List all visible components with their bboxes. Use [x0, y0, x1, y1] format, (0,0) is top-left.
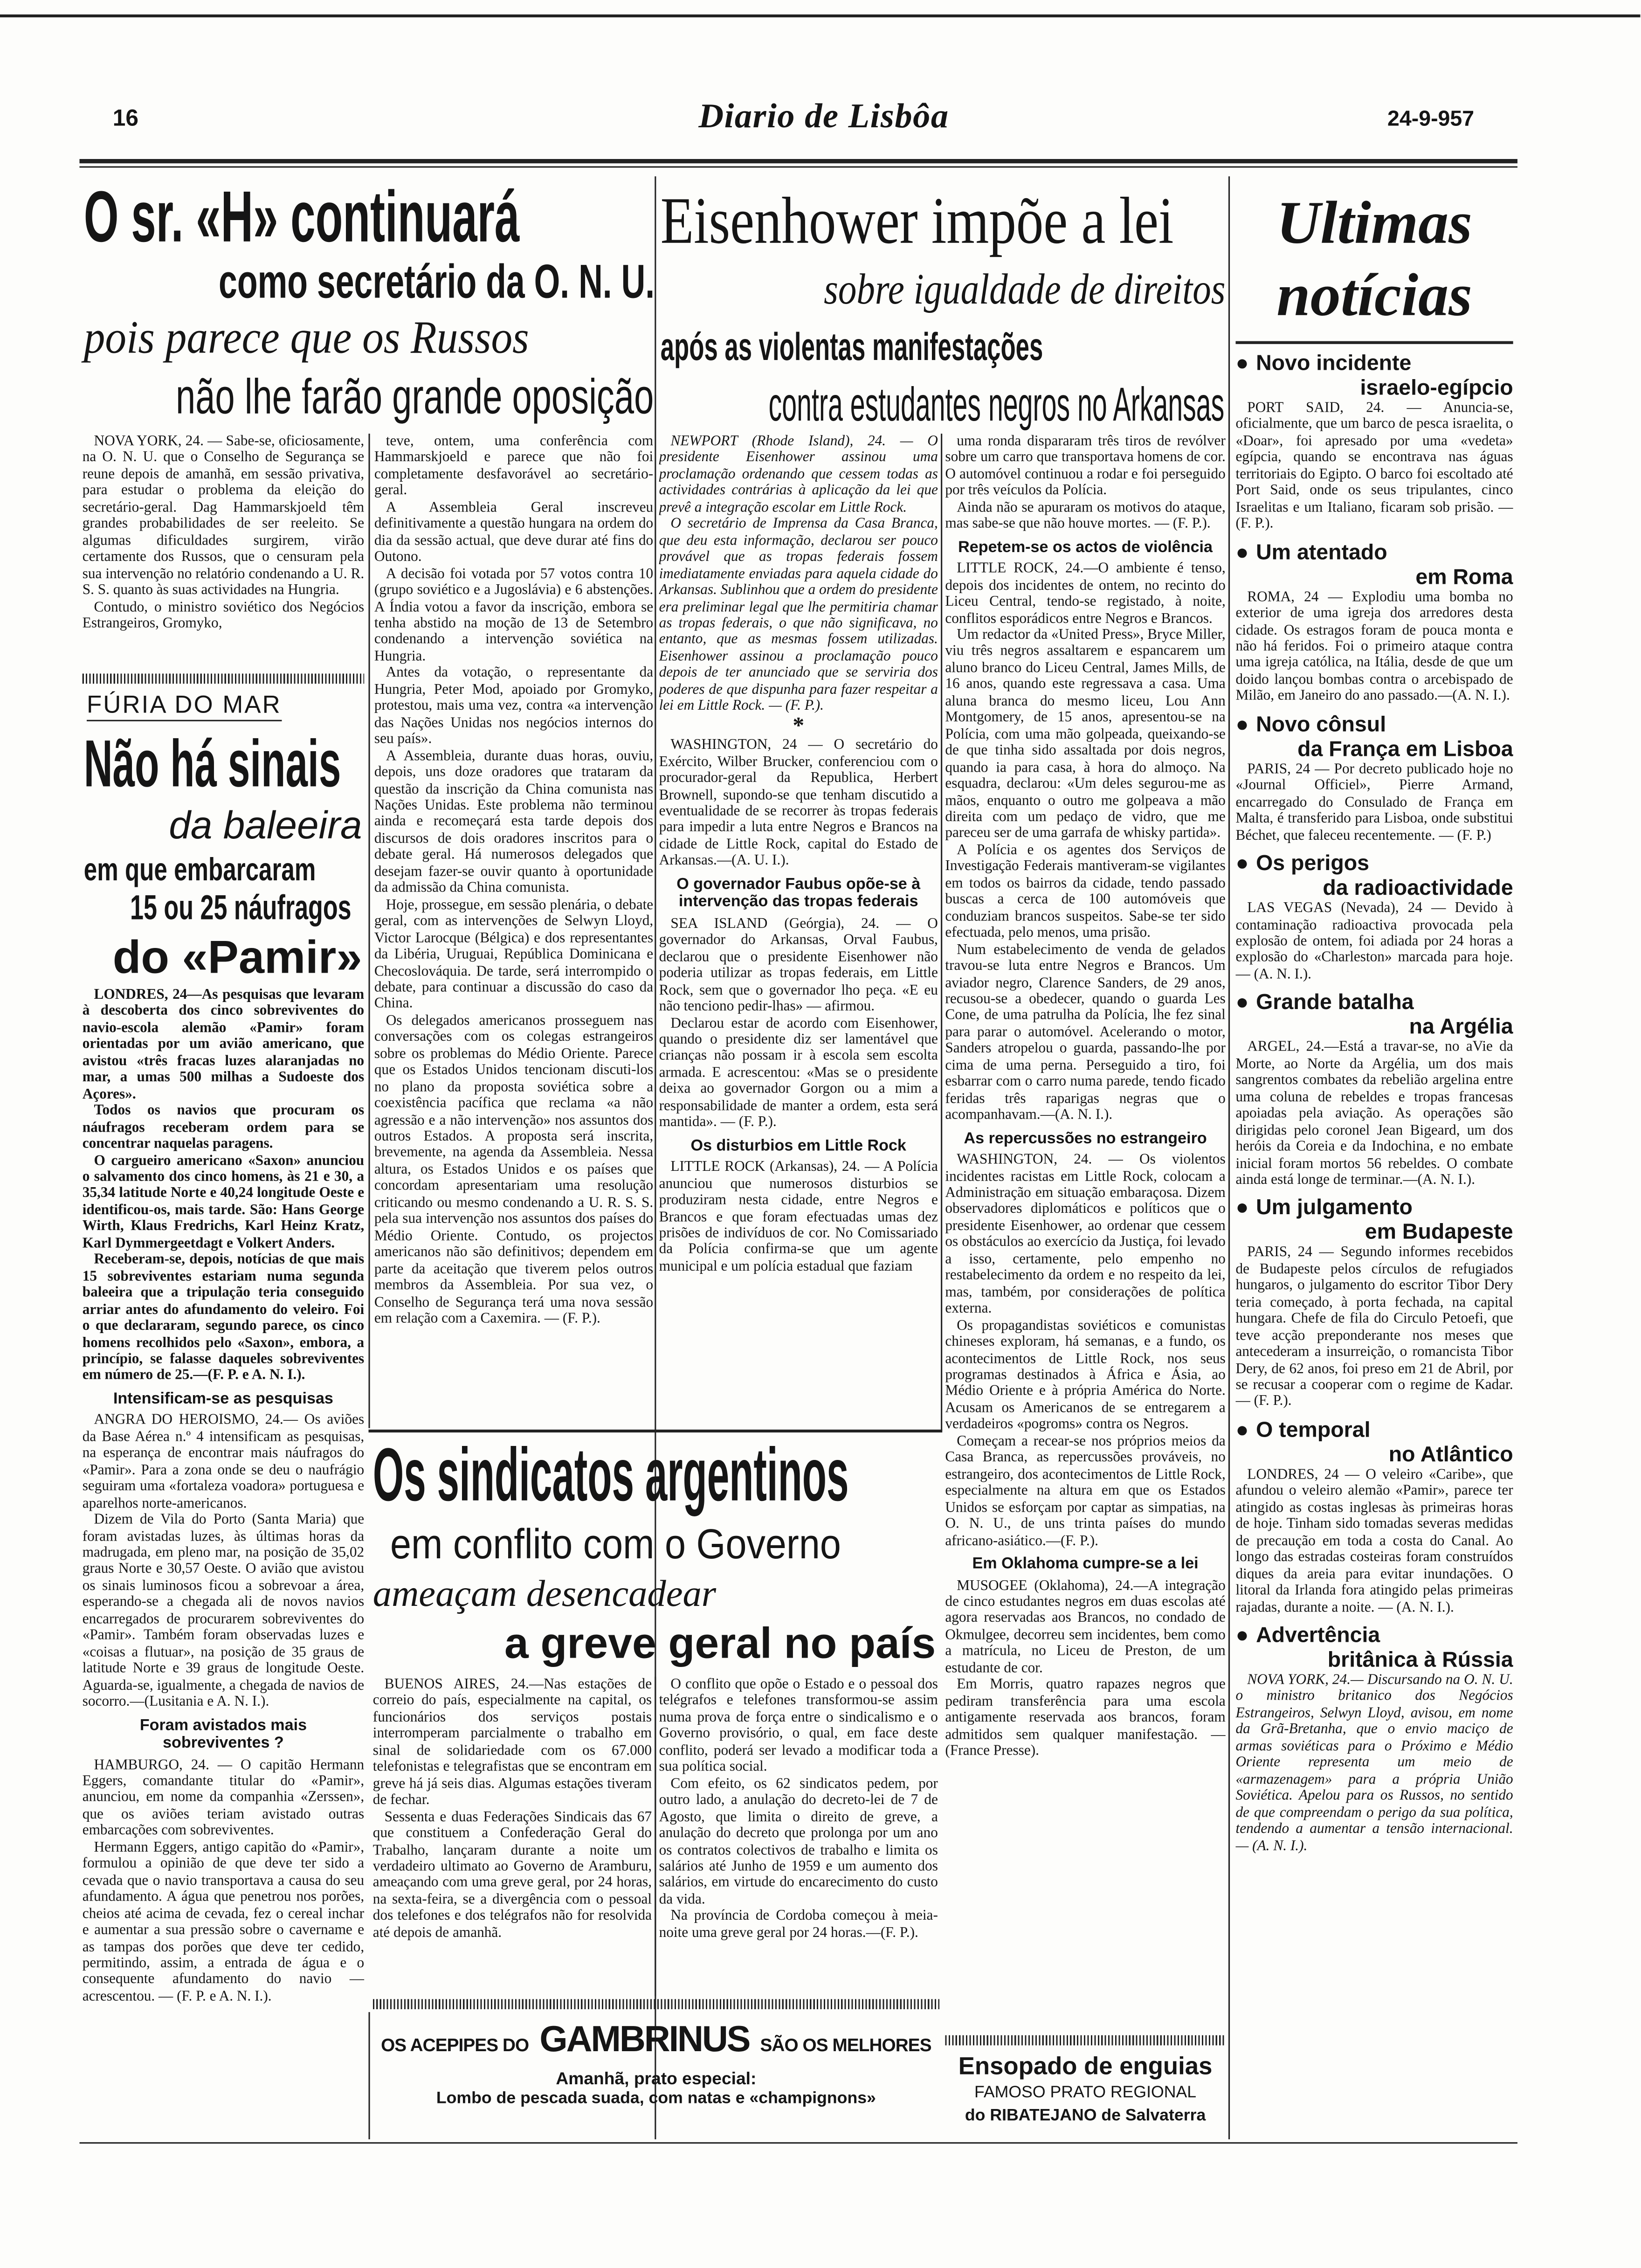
news-item — [1236, 1418, 1513, 1616]
news-item — [1236, 991, 1513, 1189]
paragraph: Com efeito, os 62 sindicatos pedem, por outro lado, a anulação do decreto-lei de 7 de Agosto, que limita o direito de greve, a anulação do decreto que prolonga por um ano os contratos colectivos de trabalho e limita os salários até Junho de 1959 e um aumento dos salários, em virtude do encarecimento do custo da vida. — [659, 1776, 938, 1908]
news-headline-line: em Roma — [1415, 564, 1513, 589]
subheading: Os disturbios em Little Rock — [690, 1137, 906, 1155]
section-title-line: Ultimas — [1276, 191, 1472, 257]
news-headline-line: Um atentado — [1256, 540, 1387, 565]
bullet-icon: ● — [1235, 351, 1249, 376]
news-headline — [1236, 991, 1513, 1016]
paragraph: PORT SAID, 24. — Anuncia-se, oficialmente, que um barco de pesca israelita, o «Doar», foi apresado por uma «vedeta» egípcia, quando se encontrava nas águas territoriais do Egipto. O barco foi escoltado até Port Said, onde os seus tripulantes, cinco Israelitas e um Italiano, ficaram sob prisão. — (F. P.). — [1235, 400, 1513, 532]
section-rule — [1236, 341, 1513, 344]
ad-text: FAMOSO PRATO REGIONAL — [974, 2084, 1197, 2102]
bullet-icon: ● — [1235, 540, 1249, 565]
news-headline-line: Novo incidente — [1256, 351, 1412, 376]
news-headline-line: da França em Lisboa — [1297, 737, 1513, 762]
paragraph: NOVA YORK, 24.— Discursando na O. N. U. o ministro britanico dos Negócios Estrangeiros, Selwyn Lloyd, avisou, em nome da Grã-Bretanha, que o envio maciço de armas soviéticas para o Próximo e Médio Oriente representa um meio de «armazenagem» para a própria União Soviética. Apelou para os Russos, no sentido de que compreendam o perigo da sua política, tendendo a aumentar a tensão internacional. — (A. N. I.). — [1235, 1672, 1513, 1854]
article-column — [659, 434, 938, 1425]
headline-line: em que embarcaram — [83, 851, 316, 888]
news-headline — [1236, 1015, 1513, 1040]
paragraph: Ainda não se apuraram os motivos do ataque, mas sabe-se que não houve mortes. — (F. P.). — [945, 500, 1226, 532]
news-item — [1236, 1623, 1513, 1854]
bullet-icon: ● — [1235, 1196, 1249, 1221]
headline-line: não lhe farão grande oposição — [176, 370, 654, 425]
paragraph: MUSOGEE (Oklahoma), 24.—A integração de cinco estudantes negros em duas escolas até agora reservadas aos Brancos, no condado de Okmulgee, decorreu sem incidentes, bem como a matrícula, no Liceu de Preston, de um estudante de cor. — [945, 1577, 1226, 1677]
headline-line: em conflito com o Governo — [390, 1522, 841, 1569]
ad-text: Amanhã, prato especial: — [556, 2068, 757, 2089]
ad-text: OS ACEPIPES DO — [381, 2035, 529, 2056]
news-headline — [1236, 1196, 1513, 1221]
news-headline — [1236, 737, 1513, 761]
bottom-rule — [80, 2142, 1518, 2144]
headline-line: como secretário da O. N. U. — [218, 254, 654, 308]
paragraph: BUENOS AIRES, 24.—Nas estações de correio do país, especialmente na capital, os funcionários dos serviços postais interromperam parcialmente o trabalho em sinal de solidariedade com os 67.000 telefonistas e telegrafistas que se encontram em greve há já seis dias. Algumas estações tiveram de fechar. — [372, 1677, 652, 1809]
separator — [945, 2035, 1225, 2046]
paragraph: WASHINGTON, 24. — Os violentos incidentes racistas em Little Rock, colocam a Administração em situação embaraçosa. Dizem observadores diplomáticos e políticos que o presidente Eisenhower, ao ordenar que cessem os obstáculos ao exercício da Justiça, foi levado a isso, certamente, pelo empenho no restabelecimento da ordem e no respeito da lei, mas, também, por considerações de política externa. — [945, 1152, 1226, 1317]
paragraph: HAMBURGO, 24. — O capitão Hermann Eggers, comandante titular do «Pamir», anunciou, em nome da companhia «Zerssen», que os aviões teriam avistado outras embarcações com sobreviventes. — [82, 1757, 365, 1839]
headline: Eisenhower impõe a lei — [660, 183, 1174, 257]
paragraph: LITTLE ROCK, 24.—O ambiente é tenso, depois dos incidentes de ontem, no recinto do Liceu Central, tendo-se registado, à noite, conflitos esporádicos entre Negros e Brancos. — [945, 561, 1226, 627]
paragraph: Declarou estar de acordo com Eisenhower, quando o presidente diz ser lamentável que crianças não possam ir à escola sem escolta armada. E acrescentou: «Mas se o presidente deixa ao governador Gorgon ou a mim a responsabilidade de manter a ordem, esta será mantida». — (F. P.). — [659, 1015, 938, 1131]
paragraph: Sessenta e duas Federações Sindicais das 67 que constituem a Confederação Geral do Trabalho, lançaram durante a noite um verdadeiro ultimato ao Governo de Aramburu, ameaçando com uma greve geral, por 24 horas, na sexta-feira, se a divergência com o pessoal dos telefones e dos telégrafos não for resolvida até depois de amanhã. — [372, 1809, 652, 1941]
box-rule — [369, 1430, 943, 1432]
headline-line: 15 ou 25 náufragos — [130, 889, 352, 928]
subheading: Intensificam-se as pesquisas — [113, 1390, 333, 1408]
paragraph: ARGEL, 24.—Está a travar-se, no aVie da Morte, ao Norte da Argélia, um dos mais sangrentos combates da rebelião argelina entre uma coluna de rebeldes e tropas francesas apoiadas pela aviação. As operações são dirigidas pelo coronel Jean Bigeard, um dos heróis da Coreia e da Indochina, e no embate inicial foram mortos 56 rebeldes. O combate ainda está longe de terminar.—(A. N. I.). — [1235, 1039, 1513, 1189]
article-column — [373, 1677, 652, 1996]
article-column — [659, 1677, 938, 1996]
masthead: Diario de Lisbôa — [698, 98, 949, 136]
headline: Não há sinais — [83, 726, 341, 801]
paragraph: NEWPORT (Rhode Island), 24. — O presidente Eisenhower assinou uma proclamação ordenando que cessem todas as actividades contrárias à aplicação da lei que prevê a integração escolar em Little Rock. — [659, 434, 938, 516]
news-headline-line: britânica à Rússia — [1327, 1648, 1513, 1673]
ad-text: SÃO OS MELHORES — [760, 2035, 931, 2056]
paragraph: uma ronda dispararam três tiros de revólver sobre um carro que transportava homens de cor. O automóvel continuou a rodar e foi perseguido por três veículos da Polícia. — [945, 434, 1226, 499]
enguias-ad — [945, 2053, 1225, 2128]
ad-text: do RIBATEJANO de Salvaterra — [965, 2107, 1206, 2125]
news-list — [1236, 351, 1513, 2144]
news-headline — [1236, 851, 1513, 876]
paragraph: O secretário de Imprensa da Casa Branca, que deu esta informação, declarou ser pouco provável que as tropas federais fossem imediatamente enviadas para aquela cidade do Arkansas. Sublinhou que a ordem do presidente era preliminar legal que lhe permitiria chamar as tropas federais, o que não significava, no entanto, que as mesmas fossem utilizadas. Eisenhower assinou a proclamação pouco depois de ter anunciado que se serviria dos poderes de que dispunha para fazer respeitar a lei em Little Rock. — (F. P.). — [659, 516, 938, 715]
news-item — [1236, 712, 1513, 844]
news-headline-line: Grande batalha — [1256, 990, 1414, 1016]
paragraph: LITTLE ROCK (Arkansas), 24. — A Polícia anunciou que numerosos disturbios se produziram nesta cidade, entre Negros e Brancos e que foram efectuadas umas dez prisões de indivíduos de cor. No Comissariado da Polícia confirma-se que um agente municipal e um polícia estadual que faziam — [659, 1159, 938, 1275]
subheading: Foram avistados mais sobreviventes ? — [139, 1716, 307, 1752]
paragraph: Na província de Cordoba começou à meia-noite uma greve geral por 24 horas.—(F. P.). — [659, 1908, 938, 1941]
paragraph: SEA ISLAND (Geórgia), 24. — O governador do Arkansas, Orval Faubus, declarou que o presidente Eisenhower não poderia utilizar as tropas federais, em Little Rock, sem que o governador lho peça. «E eu não tenciono pedir-lhas» — afirmou. — [659, 916, 938, 1015]
section-title — [1236, 188, 1513, 332]
kicker: FÚRIA DO MAR — [87, 691, 282, 721]
column-rule — [369, 2012, 371, 2139]
ad-text: Ensopado de enguias — [958, 2053, 1213, 2080]
paragraph: Dizem de Vila do Porto (Santa Maria) que foram avistadas luzes, às últimas horas da madrugada, em pleno mar, na posição de 35,02 graus Norte e 30,57 Oeste. O avião que avistou os sinais luminosos ficou a sobrevoar a área, esperando-se a chegada ali de novos navios encarregados de procurarem sobreviventes do «Pamir». Também foram observadas luzes e «coisas a flutuar», na posição de 35 graus de latitude Norte e 39 graus de longitude Oeste. Aguarda-se, igualmente, a chegada de navios de socorro.—(Lusitania e A. N. I.). — [82, 1512, 365, 1710]
separator-asterisk: * — [793, 713, 805, 739]
headline: Os sindicatos argentinos — [372, 1434, 849, 1518]
bullet-icon: ● — [1235, 712, 1249, 737]
paragraph: Os propagandistas soviéticos e comunistas chineses exploram, há semanas, e a fundo, os acontecimentos de Little Rock, nos seus programas destinados à África e Ásia, ao Médio Oriente e à própria América do Norte. Acusam os Americanos de se entregarem a verdadeiros «pogroms» contra os Negros. — [945, 1318, 1226, 1433]
paragraph: ANGRA DO HEROISMO, 24.— Os aviões da Base Aérea n.º 4 intensificam as pesquisas, na esperança de encontrar mais náufragos do «Pamir». Para a zona onde se deu o naufrágio seguiram uma «fortaleza voadora» portuguesa e aparelhos norte-americanos. — [82, 1412, 365, 1512]
headline-line: ameaçam desencadear — [372, 1572, 717, 1615]
paragraph: A Assembleia Geral inscreveu definitivamente a questão hungara na ordem do dia da sessão actual, que deve durar até fins do Outono. — [374, 500, 654, 566]
section-title-line: notícias — [1276, 263, 1472, 330]
separator — [373, 1999, 939, 2009]
news-headline-line: O temporal — [1256, 1418, 1371, 1443]
top-border — [0, 14, 1641, 17]
paragraph: Hermann Eggers, antigo capitão do «Pamir», formulou a opinião de que deve ter sido a cevada que o navio transportava a causa do seu afundamento. A água que penetrou nos porões, cheios até acima de cevada, fez o cereal inchar e aumentar a sua pressão sobre o cavername e as tampas dos porões que deve ter cedido, permitindo, assim, a entrada de água e o consequente afundamento do navio — acrescentou. — (F. P. e A. N. I.). — [82, 1839, 365, 2005]
headline-line: após as violentas manifestações — [660, 325, 1043, 369]
ad-brand: GAMBRINUS — [539, 2019, 750, 2060]
paragraph: Receberam-se, depois, notícias de que mais 15 sobreviventes estariam numa segunda baleeira que a tripulação teria conseguido arriar antes do afundamento do veleiro. Foi o que declararam, segundo parece, os cinco homens recolhidos pelo «Saxon», embora, a princípio, se falasse daqueles sobreviventes em número de 25.—(F. P. e A. N. I.). — [82, 1252, 365, 1384]
paragraph: Um redactor da «United Press», Bryce Miller, viu três negros assaltarem e espancarem um aluno branco do Liceu Central, James Mills, de 16 anos, quando este regressava a casa. Uma aluna branca do mesmo liceu, Lou Ann Montgomery, de 15 anos, apresentou-se na Polícia, com uma mão golpeada, queixando-se de que tinha sido assaltada por dois negros, quando ia para casa, à hora do almoço. Na esquadra, declarou: «Um deles segurou-me as mãos, enquanto o outro me golpeava a mão direita com um pedaço de vidro, que me pareceu ser de uma garrafa de whisky partida». — [945, 627, 1226, 842]
column-rule — [941, 434, 943, 1431]
news-headline-line: da radioactividade — [1323, 876, 1513, 901]
news-item — [1236, 351, 1513, 532]
paragraph: Contudo, o ministro soviético dos Negócios Estrangeiros, Gromyko, — [82, 599, 365, 632]
paragraph: LAS VEGAS (Nevada), 24 — Devido à contaminação radioactiva provocada pela explosão de ontem, foi adiada por 24 horas a explosão do «Charleston» marcada para hoje. — (A. N. I.). — [1235, 900, 1513, 983]
news-headline — [1236, 376, 1513, 401]
paragraph: Começam a recear-se nos próprios meios da Casa Branca, as repercussões prováveis, no estrangeiro, dos acontecimentos de Little Rock, especialmente na altura em que os Estados Unidos se esforçam por captar as simpatias, na O. N. U., de uns trinta países do mundo africano-asiático.—(F. P.). — [945, 1433, 1226, 1549]
bullet-icon: ● — [1235, 1418, 1249, 1443]
paragraph: LONDRES, 24—As pesquisas que levaram à descoberta dos cinco sobreviventes do navio-escola alemão «Pamir» foram orientadas por um avião americano, que avistou «três fracas luzes alaranjadas no mar, a umas 500 milhas a Sudoeste dos Açores». — [82, 987, 365, 1103]
paragraph: PARIS, 24 — Segundo informes recebidos de Budapeste pelos círculos de refugiados hungaros, o julgamento do escritor Tibor Dery teria começado, à porta fechada, na capital hungara. Chefe de fila do Circulo Petoefi, que teve acção preponderante nos meses que antecederam a insurreição, o romancista Tibor Dery, de 62 anos, foi preso em 21 de Abril, por se recusar a cooperar com o regime de Kadar. — (F. P.). — [1235, 1245, 1513, 1411]
column-rule — [655, 1677, 656, 1996]
headline-line: pois parece que os Russos — [83, 311, 529, 363]
separator — [83, 674, 364, 684]
news-headline-line: israelo-egípcio — [1360, 376, 1513, 401]
header-rule-thin — [80, 166, 1518, 168]
page-number: 16 — [112, 107, 138, 132]
news-headline-line: na Argélia — [1409, 1015, 1513, 1040]
paragraph: Os delegados americanos prosseguem nas conversações com os colegas estrangeiros sobre os problemas do Médio Oriente. Parece que os Estados Unidos tencionam discuti-los no plano da proposta soviética sobre a coexistência pacífica que reclama «a não agressão e a não intervenção» nos assuntos dos outros Estados. A proposta será inscrita, brevemente, na agenda da Assembleia. Nessa altura, os Estados Unidos e os países que concordam apresentariam uma resolução criticando ou mesmo condenando a U. R. S. S. pela sua intervenção nos assuntos dos países do Médio Oriente. Contudo, os projectos americanos não são definitivos; dependem em parte da aceitação que tiverem pelos outros membros da Assembleia. Por sua vez, o Conselho de Segurança terá uma nova sessão em relação com a Caxemira. — (F. P.). — [374, 1013, 654, 1327]
header-rule — [80, 159, 1518, 163]
paragraph: A decisão foi votada por 57 votos contra 10 (grupo soviético e a Jugoslávia) e 6 abstenções. A Índia votou a favor da inscrição, embora se tenha abstido na moção de 13 de Setembro condenando a intervenção soviética na Hungria. — [374, 566, 654, 665]
headline-line: a greve geral no país — [504, 1620, 936, 1668]
paragraph: teve, ontem, uma conferência com Hammarskjoeld e parece que não foi completamente desfavorável ao secretário-geral. — [374, 434, 654, 499]
headline: O sr. «H» continuará — [83, 176, 520, 257]
subheading: As repercussões no estrangeiro — [964, 1130, 1207, 1148]
paragraph: Em Morris, quatro rapazes negros que pediram transferência para uma escola antigamente reservada aos brancos, foram admitidos sem qualquer manifestação. — (France Presse). — [945, 1677, 1226, 1759]
paragraph: LONDRES, 24 — O veleiro «Caribe», que afundou o veleiro alemão «Pamir», parece ter atingido as costas inglesas às primeiras horas de hoje. Tinham sido tomadas severas medidas de precaução em toda a costa do Canal. Ao longo das estradas costeiras foram construídos diques da areia para evitar inundações. O litoral da Irlanda fora atingido pelas primeiras rajadas, durante a noite. — (A. N. I.). — [1235, 1467, 1513, 1616]
news-headline — [1236, 1623, 1513, 1648]
news-item — [1236, 540, 1513, 705]
article-column — [83, 434, 364, 668]
headline-line: contra estudantes negros no Arkansas — [769, 377, 1225, 431]
bullet-icon: ● — [1235, 1623, 1249, 1648]
headline-line: sobre igualdade de direitos — [823, 266, 1225, 314]
headline-line: do «Pamir» — [112, 931, 362, 983]
paragraph: Todos os navios que procuram os náufragos receberam ordem para se concentrar naquelas paragens. — [82, 1103, 365, 1152]
gambrinus-ad — [373, 2017, 939, 2130]
news-headline-line: Um julgamento — [1256, 1196, 1413, 1221]
paragraph: ROMA, 24 — Explodiu uma bomba no exterior de uma igreja dos arredores desta cidade. Os estragos foram de pouca monta e não há feridos. Foi o primeiro ataque contra uma igreja católica, na Itália, desde de que um doido lançou bombas contra o arcebispado de Milão, em Janeiro do ano passado.—(A. N. I.). — [1235, 589, 1513, 705]
news-headline — [1236, 1648, 1513, 1673]
news-headline-line: no Atlântico — [1388, 1442, 1513, 1467]
news-headline — [1236, 712, 1513, 737]
issue-date: 24-9-957 — [1387, 107, 1475, 132]
headline-line: da baleeira — [169, 803, 362, 847]
paragraph: O conflito que opõe o Estado e o pessoal dos telégrafos e telefones transformou-se assim numa prova de força entre o sindicalismo e o Governo provisório, o qual, em face deste conflito, poderá ser levado a modificar toda a sua política social. — [659, 1677, 938, 1776]
subheading: O governador Faubus opõe-se à intervenção das tropas federais — [676, 875, 921, 911]
subheading: Repetem-se os actos de violência — [958, 539, 1213, 556]
bullet-icon: ● — [1235, 990, 1249, 1016]
paragraph: WASHINGTON, 24 — O secretário do Exército, Wilber Brucker, conferenciou com o procurador-geral da Republica, Herbert Brownell, supondo-se que tenham discutido a eventualidade de se recorrer às tropas federais para impedir a luta entre Negros e Brancos na cidade de Little Rock, capital do Estado de Arkansas.—(A. U. I.). — [659, 737, 938, 870]
article-column — [374, 434, 653, 1425]
news-headline — [1236, 540, 1513, 565]
subheading: Em Oklahoma cumpre-se a lei — [972, 1555, 1199, 1573]
news-headline — [1236, 1443, 1513, 1467]
news-headline-line: Novo cônsul — [1256, 712, 1386, 737]
article-column — [945, 434, 1225, 2031]
news-item — [1236, 1196, 1513, 1411]
article-column — [83, 987, 364, 2142]
news-headline-line: Os perigos — [1256, 851, 1370, 876]
news-headline — [1236, 876, 1513, 901]
bullet-icon: ● — [1235, 851, 1249, 876]
news-headline-line: em Budapeste — [1365, 1220, 1513, 1245]
ad-text: Lombo de pescada suada, com natas e «champignons» — [436, 2090, 876, 2108]
paragraph: NOVA YORK, 24. — Sabe-se, oficiosamente, na O. N. U. que o Conselho de Segurança se reune depois de amanhã, em sessão privativa, para estudar o problema da eleição do secretário-geral. Dag Hammarskjoeld têm grandes probabilidades de ser reeleito. Se algumas dificuldades surgirem, virão certamente dos Russos, que o censuram pela sua intervenção no relatório condenando a U. R. S. S. quanto às suas actividades na Hungria. — [82, 434, 365, 599]
news-headline — [1236, 1418, 1513, 1443]
column-rule — [1228, 176, 1230, 2139]
paragraph: O cargueiro americano «Saxon» anunciou o salvamento dos cinco homens, às 21 e 30, a 35,34 latitude Norte e 40,24 longitude Oeste e identificou-os, mais tarde. São: Hans George Wirth, Klaus Fredrichs, Karl Heinz Kratz, Karl Dymmergeetdagt e Volkert Anders. — [82, 1153, 365, 1252]
paragraph: Antes da votação, o representante da Hungria, Peter Mod, apoiado por Gromyko, protestou, mais uma vez, contra «a intervenção das Nações Unidas nos negócios internos do seu país». — [374, 665, 654, 748]
paragraph: A Assembleia, durante duas horas, ouviu, depois, uns doze oradores que trataram da questão da inscrição da China comunista nas Nações Unidas. Este problema não terminou ainda e recomeçará esta tarde depois dos discursos de dois oradores inscritos para o debate geral. Há numerosos delegados que desejam fazer-se ouvir quanto à oportunidade da admissão da China comunista. — [374, 748, 654, 897]
paragraph: A Polícia e os agentes dos Serviços de Investigação Federais mantiveram-se vigilantes em todos os bairros da cidade, tendo passado buscas a cerca de 100 automóveis que conduziam brancos suspeitos. Sabe-se ter sido efectuada, pelo menos, uma prisão. — [945, 843, 1226, 941]
paragraph: PARIS, 24 — Por decreto publicado hoje no «Journal Officiel», Pierre Armand, encarregado do Consulado de França em Malta, é transferido para Lisboa, onde substitui Béchet, que faleceu recentemente. — (F. P.) — [1235, 761, 1513, 844]
column-rule — [369, 434, 371, 1428]
paragraph: Hoje, prossegue, em sessão plenária, o debate geral, com as intervenções de Selwyn Lloyd, Victor Larocque (Bélgica) e dos representantes da Libéria, Uruguai, República Dominicana e Checoslováquia. De tarde, será interrompido o debate, para continuar a discussão do caso da China. — [374, 897, 654, 1013]
news-headline — [1236, 351, 1513, 376]
news-headline — [1236, 565, 1513, 589]
paragraph: Num estabelecimento de venda de gelados travou-se luta entre Negros e Brancos. Um aviador negro, Clarence Sanders, de 29 anos, recusou-se a obedecer, quando o guarda Les Cone, de uma patrulha da Polícia, lhe fez sinal para parar o automóvel. Acelerando o motor, Sanders atropelou o guarda, passando-lhe por cima de uma perna. Perseguido a tiro, foi esbarrar com o carro numa parede, tendo ficado feridas três raparigas negras que o acompanhavam.—(A. N. I.). — [945, 942, 1226, 1124]
news-headline — [1236, 1221, 1513, 1245]
news-headline-line: Advertência — [1256, 1623, 1380, 1648]
news-item — [1236, 851, 1513, 983]
